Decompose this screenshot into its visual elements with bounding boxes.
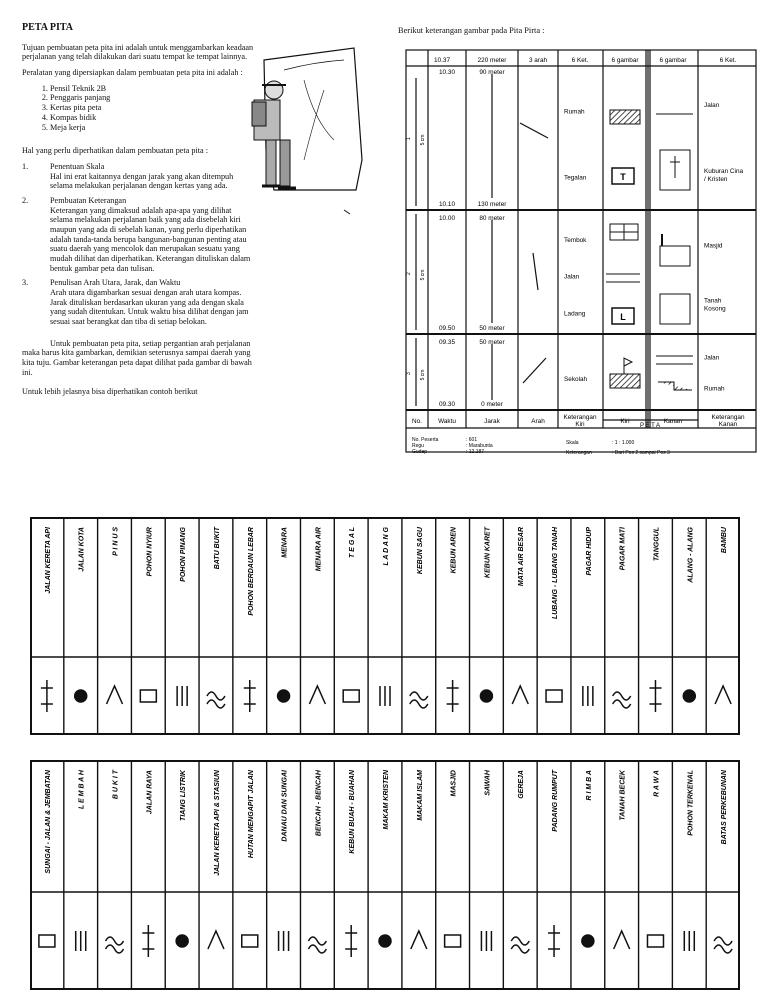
distance-start: 130 meter	[477, 201, 507, 208]
legend-label: JALAN KOTA	[78, 527, 86, 572]
left-note: Tegalan	[564, 174, 587, 182]
legend-label: TANAH BECEK	[619, 770, 627, 821]
list-item: 3. Kertas pita peta	[50, 103, 254, 113]
row-number: 1	[406, 137, 412, 140]
notes-intro: Hal yang perlu diperhatikan dalam pembuatan peta pita :	[22, 146, 208, 156]
legend-symbol-icon	[548, 925, 560, 957]
legend-symbol-icon	[177, 686, 187, 706]
top-label: 6 Ket.	[571, 57, 589, 64]
legend-label: GEREJA	[518, 770, 526, 799]
legend-table-1	[30, 517, 742, 737]
legend-symbol-icon	[447, 680, 459, 712]
top-label: 6 gambar	[659, 57, 687, 64]
legend-symbol-icon	[379, 935, 391, 947]
step-1	[22, 162, 254, 191]
legend-symbol-icon	[343, 690, 359, 702]
intro-paragraph: Tujuan pembuatan peta pita ini adalah untuk menggambarkan keadaan perjalanan yang telah dilakukan dari suatu tempat ke tempat lainnya.	[22, 42, 254, 62]
right-note: Jalan	[704, 354, 720, 362]
column-header: No.	[412, 418, 422, 425]
column-header: Waktu	[438, 418, 456, 425]
legend-label: POHON TERKENAL	[687, 770, 695, 836]
legend-label: R A W A	[653, 770, 661, 797]
legend-label: TIANG LISTRIK	[180, 770, 188, 821]
legend-label: PADANG RUMPUT	[552, 770, 560, 832]
legend-label: JALAN KERETA API & STASIUN	[213, 770, 221, 876]
legend-label: PAGAR HIDUP	[585, 527, 593, 576]
top-label: 10.37	[434, 57, 450, 64]
legend-label: LUBANG - LUBANG TANAH	[552, 527, 560, 620]
time-start: 10.10	[439, 201, 455, 208]
step-3	[22, 278, 254, 326]
legend-label: KEBUN BUAH - BUAHAN	[349, 770, 357, 854]
legend-symbol-icon	[481, 931, 491, 951]
step-body: Hal ini erat kaitannya dengan jarak yang akan ditempuh selama melakukan perjalanan dengan kertas yang ada.	[50, 171, 234, 191]
step-heading: Penentuan Skala	[50, 161, 105, 171]
right-note: Kosong	[704, 305, 726, 313]
legend-symbol-icon	[76, 931, 86, 951]
left-note: Tembok	[564, 237, 587, 244]
legend-label: MASJID	[450, 770, 458, 797]
legend-symbol-icon	[208, 931, 224, 949]
legend-label: MENARA AIR	[315, 527, 323, 572]
step-body: Keterangan yang dimaksud adalah apa-apa yang dilihat selama melakukan perjalanan baik yang ada disebelah kiri maupun yang ada di sebelah kanan, yang perlu diperhatikan adalah tanda-tanda berupa bangunan-bangunan penting atau suatu daerah yang mencolok dan merupakan sesuatu yang mudah dilihat dan diperhatikan. Keterangan dituliskan dalam bentuk gambar peta dan tulisan.	[50, 205, 251, 273]
tools-intro: Peralatan yang dipersiapkan dalam pembuatan peta pita ini adalah :	[22, 68, 243, 78]
column-header: Kiri	[575, 421, 585, 428]
legend-label: L E M B A H	[78, 770, 86, 810]
legend-symbol-icon	[308, 937, 326, 953]
scout-map-illustration	[244, 40, 374, 220]
legend-symbol-icon	[380, 686, 390, 706]
time-end: 09.35	[439, 339, 455, 346]
footer-key: Keterangan	[566, 450, 592, 456]
strip-map	[398, 38, 764, 470]
step-number: 2.	[22, 195, 29, 205]
footer-value: : 601	[466, 437, 478, 443]
column-header: Keterangan	[711, 414, 745, 421]
legend-symbol-icon	[613, 692, 631, 708]
legend-label: P I N U S	[112, 527, 120, 556]
footer-value: : Marabunta	[466, 443, 493, 449]
list-item: 5. Meja kerja	[50, 123, 254, 133]
scale-label: 5 cm	[420, 134, 426, 146]
footer-key: Skala	[566, 440, 579, 446]
legend-symbol-icon	[244, 680, 256, 712]
legend-symbol-icon	[512, 686, 528, 704]
legend-label: DANAU DAN SUNGAI	[281, 770, 289, 842]
footer-value: : 12.187	[466, 449, 485, 455]
legend-label: KEBUN SAGU	[416, 527, 424, 575]
column-header: Jarak	[484, 418, 500, 425]
scale-label: 5 cm	[420, 369, 426, 381]
top-label: 6 gambar	[611, 57, 639, 64]
legend-label: MATA AIR BESAR	[518, 527, 526, 587]
legend-symbol-icon	[715, 686, 731, 704]
list-item: 2. Penggaris panjang	[50, 93, 254, 103]
footer-value: : 1 : 1.000	[612, 440, 635, 446]
step-number: 3.	[22, 278, 29, 288]
distance-start: 0 meter	[481, 401, 503, 408]
legend-symbol-icon	[714, 937, 732, 953]
legend-label: KEBUN KARET	[484, 527, 492, 578]
legend-label: R I M B A	[585, 770, 593, 801]
right-note: Kuburan Cina	[704, 168, 744, 175]
column-header: Arah	[531, 418, 545, 425]
legend-symbol-icon	[546, 690, 562, 702]
page-title: PETA PITA	[22, 22, 74, 33]
right-note: Masjid	[704, 242, 723, 250]
legend-label: T E G A L	[349, 527, 357, 558]
legend-symbol-icon	[582, 935, 594, 947]
scale-label: 5 cm	[420, 269, 426, 281]
distance-end: 50 meter	[479, 339, 505, 346]
legend-label: POHON PINANG	[180, 527, 188, 582]
right-note: Jalan	[704, 102, 720, 109]
legend-label: ALANG - ALANG	[687, 527, 695, 583]
legend-label: HUTAN MENGAPIT JALAN	[247, 770, 255, 859]
legend-label: MAKAM ISLAM	[416, 770, 424, 821]
ladang-box-label: L	[620, 312, 626, 322]
legend-symbol-icon	[75, 690, 87, 702]
legend-symbol-icon	[41, 680, 53, 712]
tegalan-box-label: T	[620, 172, 626, 182]
legend-symbol-icon	[242, 935, 258, 947]
legend-label: B U K I T	[112, 770, 120, 800]
footer-key: Regu	[412, 443, 424, 449]
legend-symbol-icon	[39, 935, 55, 947]
legend-table-2	[30, 760, 742, 992]
pita-caption: Berikut keterangan gambar pada Pita Pirta :	[398, 26, 545, 35]
column-header: Kiri	[620, 418, 630, 425]
legend-symbol-icon	[309, 686, 325, 704]
legend-label: SUNGAI - JALAN & JEMBATAN	[44, 770, 52, 874]
legend-symbol-icon	[649, 680, 661, 712]
left-text-column	[22, 22, 254, 403]
legend-label: BAMBU	[721, 527, 729, 554]
row-number: 2	[406, 272, 412, 275]
distance-start: 50 meter	[479, 325, 505, 332]
footer-value: : Dari Pos 2 sampai Pos 3	[612, 450, 670, 456]
peta-label: P E T A	[639, 423, 661, 429]
legend-symbol-icon	[480, 690, 492, 702]
paragraph-more: Untuk lebih jelasnya bisa diperhatikan contoh berikut	[22, 387, 198, 397]
legend-symbol-icon	[511, 937, 529, 953]
legend-symbol-icon	[140, 690, 156, 702]
legend-symbol-icon	[345, 925, 357, 957]
legend-symbol-icon	[647, 935, 663, 947]
legend-symbol-icon	[684, 931, 694, 951]
column-header: Keterangan	[563, 414, 597, 421]
legend-label: BATU BUKIT	[213, 527, 221, 570]
right-note: Rumah	[704, 385, 725, 393]
footer-key: Gudep	[412, 449, 428, 455]
time-end: 10.00	[439, 215, 455, 222]
left-note: Ladang	[564, 310, 586, 318]
step-heading: Penulisan Arah Utara, Jarak, dan Waktu	[50, 278, 181, 288]
legend-label: POHON NYIUR	[146, 527, 154, 577]
legend-symbol-icon	[683, 690, 695, 702]
top-label: 3 arah	[528, 57, 548, 64]
legend-label: BENCAH - BENCAH	[315, 770, 323, 837]
legend-label: BATAS PERKEBUNAN	[721, 770, 729, 845]
legend-symbol-icon	[106, 937, 124, 953]
legend-label: KEBUN AREN	[450, 527, 458, 574]
legend-symbol-icon	[176, 935, 188, 947]
legend-symbol-icon	[410, 692, 428, 708]
legend-symbol-icon	[279, 931, 289, 951]
legend-label: TANGGUL	[653, 527, 661, 562]
column-header: Kanan	[718, 421, 738, 428]
left-note: Sekolah	[564, 376, 588, 384]
step-body: Arah utara digambarkan sesuai dengan arah utara kompas. Jarak dituliskan berdasarkan ukuran yang ada dengan skala yang sudah ditentukan. Untuk waktu bisa dilihat dengan jam sesuai saat berangkat dan tiba di setiap belokan.	[50, 287, 249, 326]
step-number: 1.	[22, 161, 29, 171]
time-start: 09.50	[439, 325, 455, 332]
legend-label: JALAN KERETA API	[44, 527, 52, 594]
time-start: 09.30	[439, 401, 455, 408]
left-note: Jalan	[564, 273, 580, 281]
legend-label: MAKAM KRISTEN	[383, 770, 390, 830]
legend-label: MENARA	[281, 527, 289, 558]
legend-symbol-icon	[583, 686, 593, 706]
right-note: Tanah	[704, 297, 722, 305]
legend-symbol-icon	[614, 931, 630, 949]
distance-end: 90 meter	[479, 69, 505, 76]
list-item: 1. Pensil Teknik 2B	[50, 84, 254, 94]
legend-symbol-icon	[411, 931, 427, 949]
legend-symbol-icon	[278, 690, 290, 702]
legend-label: PAGAR MATI	[619, 527, 627, 571]
top-label: 220 meter	[477, 57, 507, 64]
time-end: 10.30	[439, 69, 455, 76]
list-item: 4. Kompas bidik	[50, 113, 254, 123]
tools-list	[22, 84, 254, 132]
footer-key: No. Peserta	[412, 437, 439, 443]
step-2	[22, 196, 254, 273]
legend-label: L A D A N G	[383, 527, 390, 566]
legend-symbol-icon	[142, 925, 154, 957]
legend-label: POHON BERDAUN LEBAR	[247, 527, 255, 616]
left-note: Rumah	[564, 108, 585, 116]
legend-symbol-icon	[107, 686, 123, 704]
right-note: / Kristen	[704, 176, 728, 183]
legend-symbol-icon	[445, 935, 461, 947]
distance-end: 80 meter	[479, 215, 505, 222]
legend-label: JALAN RAYA	[146, 770, 154, 815]
paragraph-after: Untuk pembuatan peta pita, setiap pergantian arah perjalanan maka harus kita gambarkan, demikian seterusnya sampai daerah yang kita tuju. Gambar keterangan peta dapat dilihat pada gambar di bawah ini.	[22, 338, 252, 377]
legend-label: SAWAH	[484, 770, 492, 796]
top-label: 6 Ket.	[719, 57, 737, 64]
column-header: Kanan	[663, 418, 683, 425]
step-heading: Pembuatan Keterangan	[50, 195, 127, 205]
row-number: 3	[406, 372, 412, 375]
legend-symbol-icon	[207, 692, 225, 708]
